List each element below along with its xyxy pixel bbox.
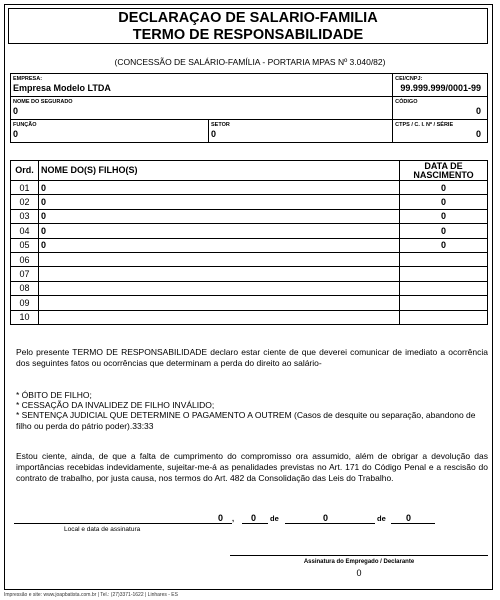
row-ord: 10 [11, 310, 39, 324]
table-row [11, 238, 488, 252]
date-day-value: 0 [218, 513, 224, 523]
row-ord: 04 [11, 224, 39, 238]
de-label-2: de [377, 514, 386, 523]
row-name: 0 [39, 224, 400, 238]
row-name: 0 [39, 195, 400, 209]
empresa-label: EMPRESA: [13, 76, 43, 82]
funcao-label: FUNÇÃO [13, 122, 37, 128]
row-name: 0 [39, 238, 400, 252]
employee-signature-label: Assinatura do Empregado / Declarante [303, 559, 415, 565]
empresa-value: Empresa Modelo LTDA [13, 83, 111, 93]
row-date [400, 310, 488, 324]
row-ord: 08 [11, 281, 39, 295]
ctps-cell [393, 120, 488, 143]
cei-value: 99.999.999/0001-99 [400, 83, 481, 93]
row-name [39, 296, 400, 310]
row-name: 0 [39, 181, 400, 195]
col-date-label-1: DATA DE [424, 160, 463, 171]
children-table [10, 160, 488, 325]
year-line [391, 523, 435, 524]
row-ord: 01 [11, 181, 39, 195]
row-date: 0 [400, 195, 488, 209]
de-line [285, 523, 375, 524]
codigo-cell [393, 97, 488, 120]
row-ord: 09 [11, 296, 39, 310]
row-date [400, 267, 488, 281]
codigo-value: 0 [475, 106, 481, 116]
row-date [400, 281, 488, 295]
item-sentenca: * SENTENÇA JUDICIAL QUE DETERMINE O PAGAMENTO A OUTREM (Casos de desquite ou separação, abandono de filho ou perda do pátrio poder).33:33 [16, 410, 476, 431]
employee-signature-line [230, 555, 488, 556]
place-date-label: Local e data de assinatura [64, 526, 141, 533]
ctps-label: CTPS / C. I. Nº / SÉRIE [395, 122, 454, 128]
table-row [11, 296, 488, 310]
row-name [39, 281, 400, 295]
table-row [11, 267, 488, 281]
col-date-header [400, 161, 488, 181]
table-row [11, 195, 488, 209]
setor-value: 0 [211, 129, 217, 139]
table-row [11, 224, 488, 238]
row-name: 0 [39, 209, 400, 223]
row-date [400, 252, 488, 266]
row-ord: 06 [11, 252, 39, 266]
table-row [11, 209, 488, 223]
setor-cell [209, 120, 393, 143]
row-date: 0 [400, 224, 488, 238]
codigo-label: CÓDIGO [395, 99, 418, 105]
cei-cell [393, 74, 488, 97]
item-invalidez: * CESSAÇÃO DA INVALIDEZ DE FILHO INVÁLIDO; [16, 400, 215, 410]
document-subtitle: TERMO DE RESPONSABILIDADE [132, 27, 364, 43]
row-date: 0 [400, 181, 488, 195]
row-date: 0 [400, 238, 488, 252]
setor-label: SETOR [211, 122, 230, 128]
table-row [11, 310, 488, 324]
row-date [400, 296, 488, 310]
col-date-label-2: NASCIMENTO [413, 169, 474, 180]
col-name-header: NOME DO(S) FILHO(S) [39, 161, 400, 181]
place-line [14, 523, 232, 524]
intro-paragraph: Pelo presente TERMO DE RESPONSABILIDADE declaro estar ciente de que deverei comunicar de imediato a ocorrência dos seguintes fatos ou ocorrências que determinam a perda do direito ao salário- [16, 347, 488, 368]
table-row [11, 181, 488, 195]
row-name [39, 267, 400, 281]
closing-paragraph: Estou ciente, ainda, de que a falta de cumprimento do compromisso ora assumido, além de obrigar a devolução das importâncias recebidas indevidamente, sujeitar-me-á as penalidades previstas no Art. 171 do Código Penal e a rescisão do contrato de trabalho, por justa causa, nos termos do Art. 482 da Consolidação das Leis do Trabalho. [16, 451, 488, 483]
title-box [8, 8, 488, 44]
month-line [242, 523, 268, 524]
row-ord: 05 [11, 238, 39, 252]
empresa-cell [11, 74, 393, 97]
segurado-cell [11, 97, 393, 120]
ctps-value: 0 [475, 129, 481, 139]
table-row [11, 252, 488, 266]
row-name [39, 252, 400, 266]
de-value: 0 [323, 513, 329, 523]
row-ord: 07 [11, 267, 39, 281]
footer-credit: Impressão e site: www.joapbatista.com.br | Tel.: (27)3371-1622 | Linhares - ES [4, 592, 178, 598]
employee-info-table [10, 73, 488, 143]
row-name [39, 310, 400, 324]
document-title: DECLARAÇAO DE SALARIO-FAMILIA [118, 10, 378, 26]
de-label-1: de [270, 514, 279, 523]
date-month-value: 0 [251, 513, 257, 523]
segurado-label: NOME DO SEGURADO [13, 99, 73, 105]
item-obito: * ÓBITO DE FILHO; [16, 390, 92, 400]
row-ord: 02 [11, 195, 39, 209]
date-comma: , [232, 514, 235, 523]
row-ord: 03 [11, 209, 39, 223]
segurado-value: 0 [13, 106, 19, 116]
cei-label: CEI/CNPJ: [395, 76, 423, 82]
row-date: 0 [400, 209, 488, 223]
year-value: 0 [406, 513, 412, 523]
funcao-value: 0 [13, 129, 19, 139]
funcao-cell [11, 120, 209, 143]
employee-signature-value: 0 [356, 568, 362, 578]
table-row [11, 281, 488, 295]
portaria-note: (CONCESSÃO DE SALÁRIO-FAMÍLIA - PORTARIA MPAS Nº 3.040/82) [114, 57, 386, 67]
col-ord-header: Ord. [11, 161, 39, 181]
